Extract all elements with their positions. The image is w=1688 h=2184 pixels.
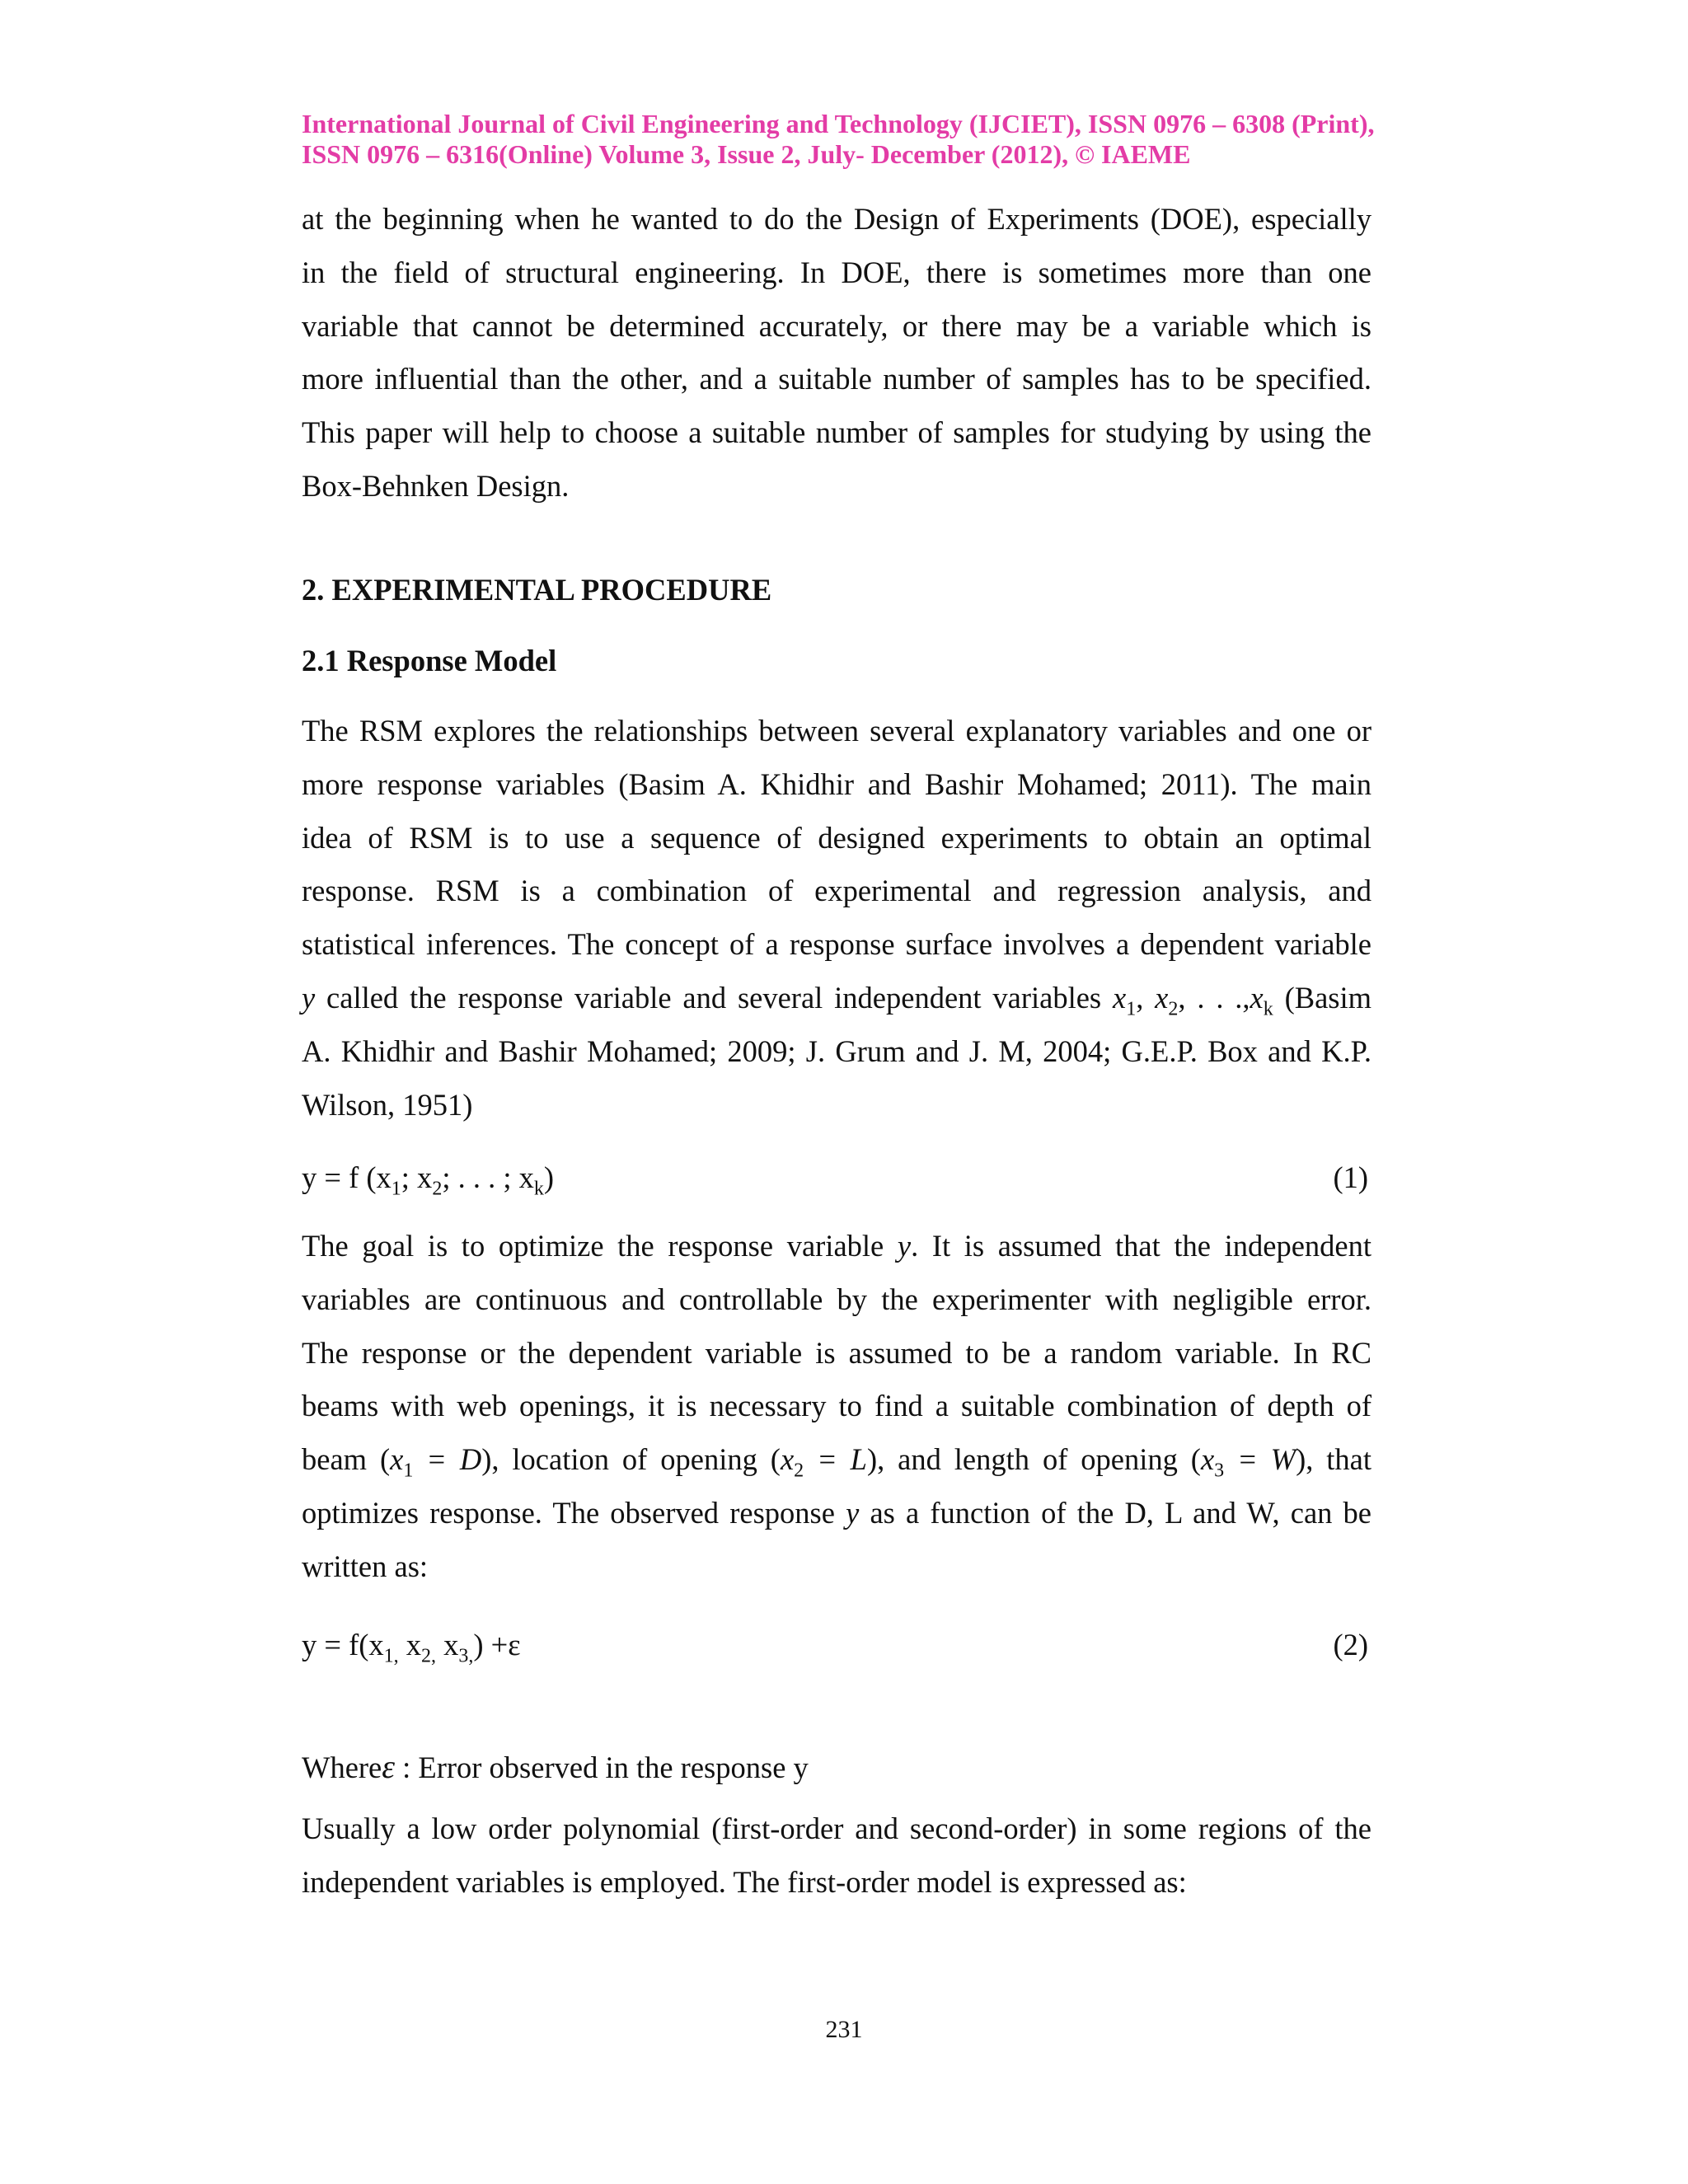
intro-line: This paper will help to choose a suitable number of samples for studying by using the (302, 415, 1372, 450)
var-y: y (846, 1495, 860, 1530)
equation-number: (2) (1333, 1628, 1368, 1661)
rsm-paragraph (302, 705, 1372, 1132)
intro-paragraph (302, 193, 1372, 513)
goal-line: The response or the dependent variable is assumed to be a random variable. In RC (302, 1335, 1372, 1370)
intro-line: variable that cannot be determined accurately, or there may be a variable which is (302, 308, 1372, 343)
epsilon-symbol: ε (382, 1748, 396, 1785)
journal-header-line-2: ISSN 0976 – 6316(Online) Volume 3, Issue 2, July- December (2012), © IAEME (302, 139, 1191, 169)
rsm-line: idea of RSM is to use a sequence of designed experiments to obtain an optimal (302, 820, 1372, 855)
intro-line: more influential than the other, and a suitable number of samples has to be specified. (302, 362, 1372, 396)
rsm-line: The RSM explores the relationships between several explanatory variables and one or (302, 714, 1372, 748)
closing-line: independent variables is employed. The first-order model is expressed as: (302, 1864, 1187, 1899)
page-number: 231 (825, 2016, 863, 2043)
var-y: y (897, 1229, 912, 1263)
var-x: x (1155, 980, 1169, 1015)
rsm-line-variables: y called the response variable and several independent variables $x_1$, $x_2$, . . $.,x_k$ (Basim (302, 980, 1372, 1020)
error-definition: Whereε : Error observed in the response y (302, 1748, 809, 1785)
equation-number: (1) (1333, 1160, 1368, 1194)
goal-paragraph (302, 1220, 1372, 1594)
goal-line: variables are continuous and controllable by the experimenter with negligible error. (302, 1282, 1372, 1316)
goal-line-variables: beam $(x_1 = D)$, location of opening $(x_2 = L)$, and length of opening $(x_3 = W)$, that (302, 1442, 1372, 1482)
equation-2: $y = f(x_{1,}$ $x_{2,}$ $x_{3,}) +\varepsilon$ (2) (302, 1628, 1368, 1667)
closing-line: Usually a low order polynomial (first-order and second-order) in some regions of the (302, 1811, 1372, 1845)
goal-line: The goal is to optimize the response variable y. It is assumed that the independent (302, 1229, 1372, 1263)
var-x: x (1112, 980, 1127, 1015)
intro-line: Box-Behnken Design. (302, 468, 570, 503)
equation-1: y = f ($x_1$; $x_2$; . . . ; $x_k$) (1) (302, 1160, 1368, 1200)
var-x: x (1250, 980, 1264, 1015)
goal-line: optimizes response. The observed response y as a function of the D, L and W, can be (302, 1495, 1372, 1530)
closing-paragraph (302, 1802, 1372, 1910)
subsection-heading: 2.1 Response Model (302, 644, 557, 677)
goal-line: beams with web openings, it is necessary to find a suitable combination of depth of (302, 1389, 1372, 1423)
intro-line: in the field of structural engineering. In DOE, there is sometimes more than one (302, 255, 1372, 289)
section-heading: 2. EXPERIMENTAL PROCEDURE (302, 573, 772, 607)
journal-header-line-1: International Journal of Civil Engineering and Technology (IJCIET), ISSN 0976 – 6308 (Print), (302, 109, 1375, 138)
rsm-line: Wilson, 1951) (302, 1087, 473, 1122)
rsm-line: more response variables (Basim A. Khidhir and Bashir Mohamed; 2011). The main (302, 766, 1372, 801)
var-y: y (302, 980, 316, 1015)
journal-header (302, 109, 1375, 170)
intro-line: at the beginning when he wanted to do the Design of Experiments (DOE), especially (302, 202, 1372, 236)
rsm-line: A. Khidhir and Bashir Mohamed; 2009; J. Grum and J. M, 2004; G.E.P. Box and K.P. (302, 1033, 1372, 1068)
goal-line: written as: (302, 1549, 429, 1583)
rsm-line: response. RSM is a combination of experimental and regression analysis, and (302, 874, 1372, 908)
rsm-line: statistical inferences. The concept of a response surface involves a dependent variable (302, 927, 1372, 962)
